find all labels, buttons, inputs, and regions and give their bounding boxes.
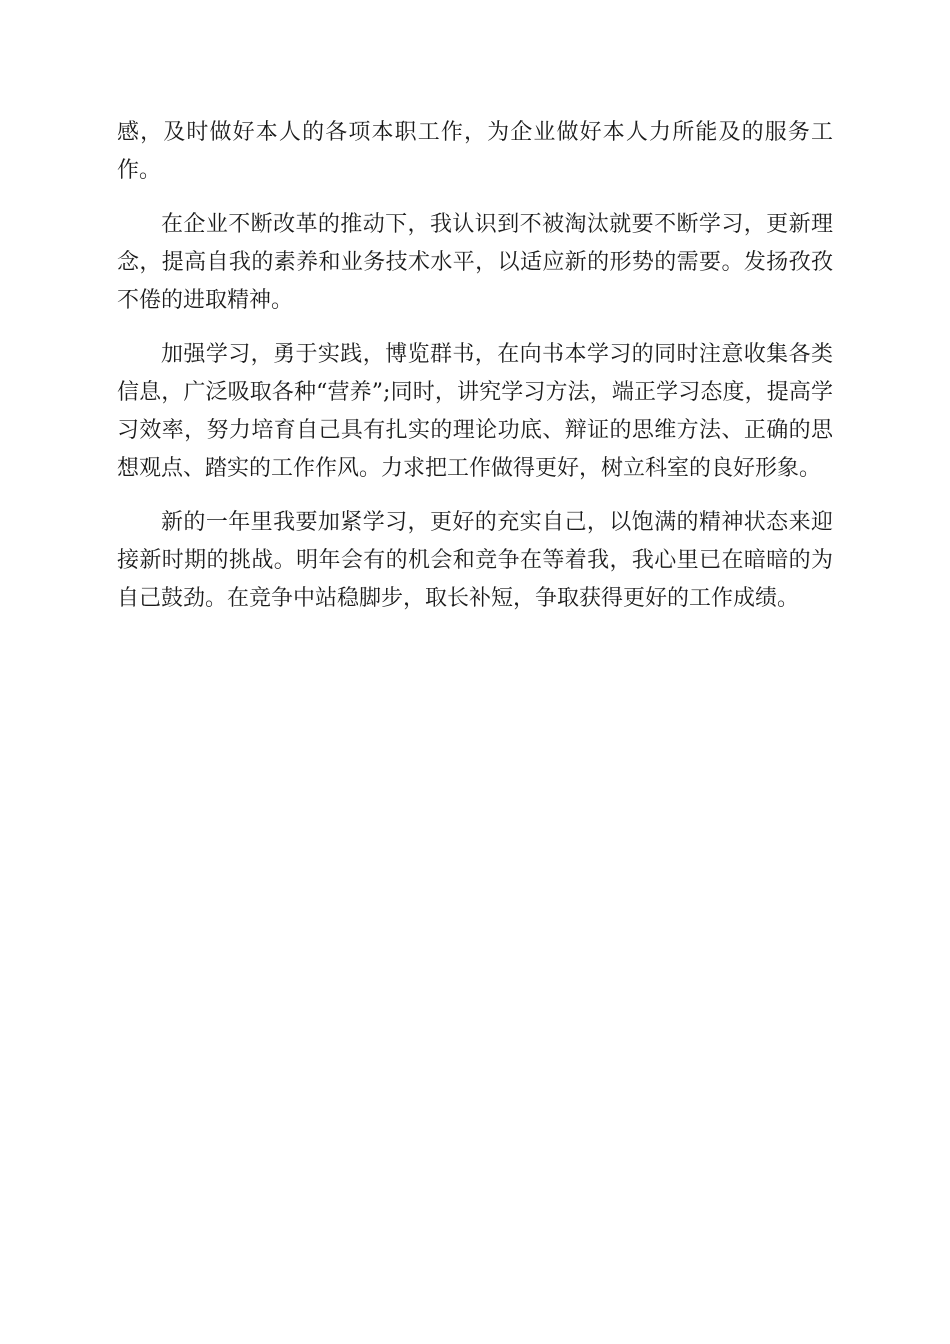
paragraph-continued: 感，及时做好本人的各项本职工作，为企业做好本人力所能及的服务工作。 xyxy=(117,120,833,183)
paragraph-new-year-goals: 新的一年里我要加紧学习，更好的充实自己，以饱满的精神状态来迎接新时期的挑战。明年会有的机会和竞争在等着我，我心里已在暗暗的为自己鼓劲。在竞争中站稳脚步，取长补短，争取获得更好的工作成绩。 xyxy=(117,510,833,611)
document-body xyxy=(117,114,833,634)
paragraph-learning-renewal: 在企业不断改革的推动下，我认识到不被淘汰就要不断学习，更新理念，提高自我的素养和业务技术水平，以适应新的形势的需要。发扬孜孜不倦的进取精神。 xyxy=(117,212,833,313)
paragraph-study-practice: 加强学习，勇于实践，博览群书，在向书本学习的同时注意收集各类信息，广泛吸取各种“营养”;同时，讲究学习方法，端正学习态度，提高学习效率，努力培育自己具有扎实的理论功底、辩证的思维方法、正确的思想观点、踏实的工作作风。力求把工作做得更好，树立科室的良好形象。 xyxy=(117,342,833,481)
